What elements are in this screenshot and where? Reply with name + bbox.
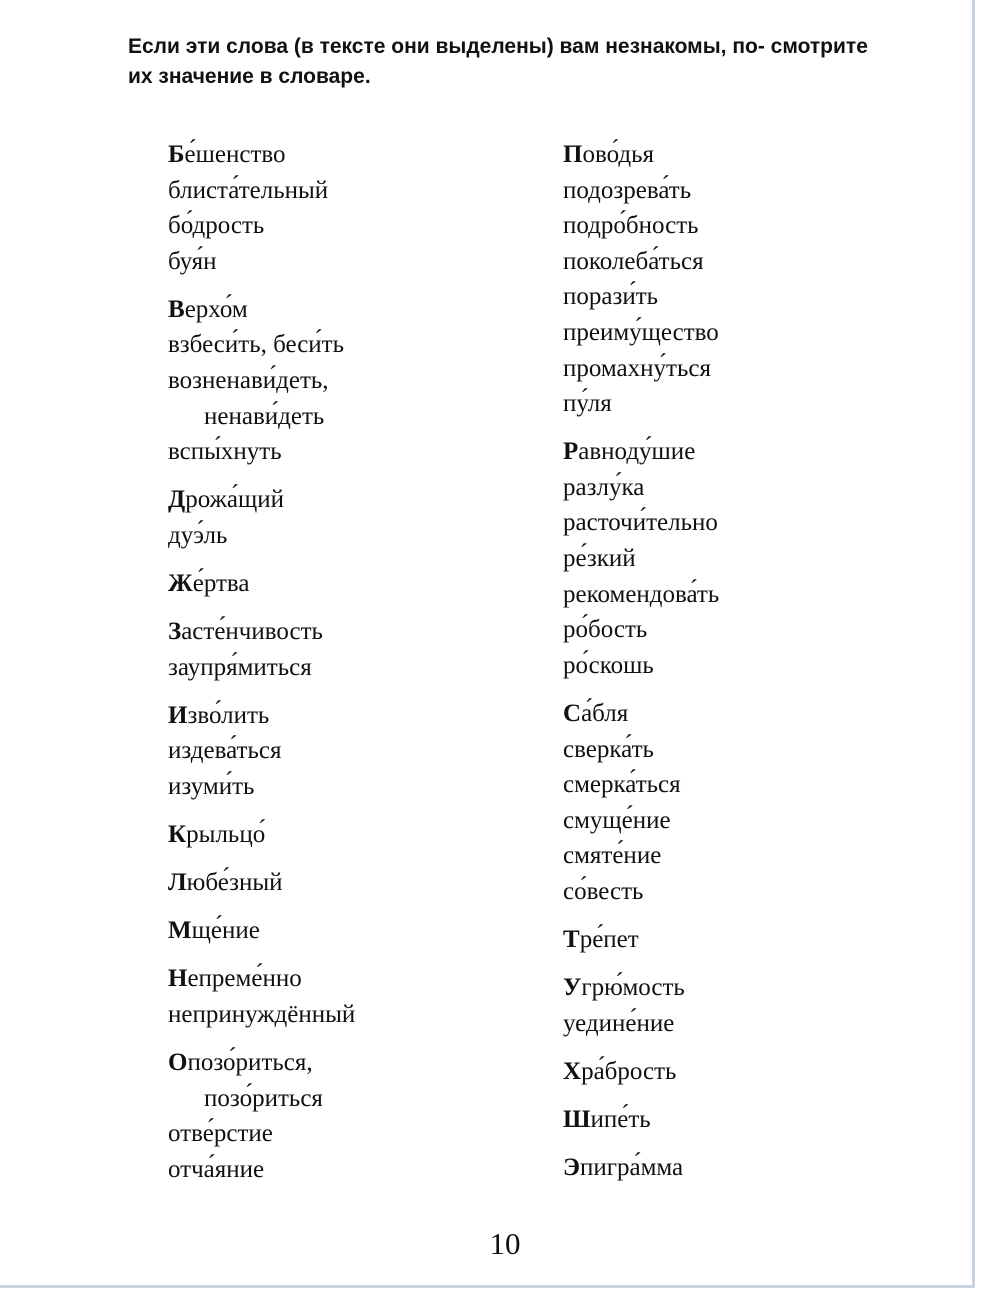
vocabulary-word: Дрожа́щий bbox=[168, 486, 284, 514]
vocabulary-word: со́весть bbox=[563, 877, 644, 905]
letter-group-К bbox=[168, 817, 528, 853]
vocabulary-word: дуэ́ль bbox=[168, 521, 228, 549]
letter-group-Д bbox=[168, 482, 528, 553]
vocabulary-word: Изво́лить bbox=[168, 701, 270, 729]
vocabulary-word: подозрева́ть bbox=[563, 176, 692, 204]
vocabulary-word: подро́бность bbox=[563, 212, 699, 240]
vocabulary-word: смяте́ние bbox=[563, 842, 662, 870]
vocabulary-word: Любе́зный bbox=[168, 869, 283, 897]
letter-group-О bbox=[168, 1045, 528, 1187]
vocabulary-word: ненави́деть bbox=[204, 402, 325, 430]
vocabulary-word: сверка́ть bbox=[563, 735, 654, 763]
letter-group-П bbox=[563, 137, 923, 422]
vocabulary-word: Опозо́риться, bbox=[168, 1049, 313, 1077]
vocabulary-word: уедине́ние bbox=[563, 1009, 675, 1037]
letter-group-Б bbox=[168, 137, 528, 279]
letter-group-Х bbox=[563, 1054, 923, 1090]
vocabulary-word: рекомендова́ть bbox=[563, 580, 720, 608]
letter-group-Л bbox=[168, 865, 528, 901]
vocabulary-word: ро́скошь bbox=[563, 651, 654, 679]
letter-group-В bbox=[168, 292, 528, 470]
vocabulary-word: Са́бля bbox=[563, 699, 629, 727]
vocabulary-word: вспы́хнуть bbox=[168, 438, 282, 466]
letter-group-Р bbox=[563, 434, 923, 683]
vocabulary-word: ре́зкий bbox=[563, 545, 636, 573]
vocabulary-word: издева́ться bbox=[168, 737, 282, 765]
vocabulary-word: смерка́ться bbox=[563, 771, 681, 799]
vocabulary-word: Засте́нчивость bbox=[168, 618, 323, 646]
letter-group-У bbox=[563, 970, 923, 1041]
word-column-left bbox=[168, 137, 528, 1200]
vocabulary-word: Же́ртва bbox=[168, 570, 250, 598]
vocabulary-word: Непреме́нно bbox=[168, 965, 302, 993]
letter-group-Ж bbox=[168, 566, 528, 602]
vocabulary-word: ро́бость bbox=[563, 616, 648, 644]
vocabulary-word: бо́дрость bbox=[168, 212, 265, 240]
page-number: 10 bbox=[489, 1226, 521, 1261]
vocabulary-word: Хра́брость bbox=[563, 1057, 677, 1085]
vocabulary-word: промахну́ться bbox=[563, 354, 711, 382]
intro-text: Если эти слова (в тексте они выделены) вам незнакомы, по- смотрите их значение в словаре. bbox=[128, 35, 868, 88]
vocabulary-word: Пово́дья bbox=[563, 141, 654, 168]
letter-group-Э bbox=[563, 1150, 923, 1186]
vocabulary-word: отча́яние bbox=[168, 1155, 265, 1183]
vocabulary-word: Верхо́м bbox=[168, 295, 248, 323]
vocabulary-word: изуми́ть bbox=[168, 773, 255, 800]
vocabulary-word: расточи́тельно bbox=[563, 509, 718, 537]
vocabulary-word: Крыльцо́ bbox=[168, 821, 266, 849]
vocabulary-word: взбеси́ть, беси́ть bbox=[168, 331, 345, 359]
word-column-right bbox=[563, 137, 923, 1198]
vocabulary-word: блиста́тельный bbox=[168, 176, 329, 204]
vocabulary-word: Тре́пет bbox=[563, 925, 639, 953]
letter-group-И bbox=[168, 698, 528, 805]
vocabulary-word: пу́ля bbox=[563, 390, 612, 418]
letter-group-М bbox=[168, 913, 528, 949]
vocabulary-word: отве́рстие bbox=[168, 1120, 273, 1148]
vocabulary-word: Угрю́мость bbox=[563, 974, 685, 1002]
vocabulary-word: возненави́деть, bbox=[168, 367, 329, 395]
vocabulary-word: буя́н bbox=[168, 247, 217, 275]
letter-group-Н bbox=[168, 961, 528, 1032]
vocabulary-word: Равноду́шие bbox=[563, 438, 696, 466]
vocabulary-word: непринуждённый bbox=[168, 1000, 356, 1028]
vocabulary-word: разлу́ка bbox=[563, 473, 645, 501]
vocabulary-word: Шипе́ть bbox=[563, 1105, 651, 1133]
vocabulary-word: смуще́ние bbox=[563, 806, 671, 834]
letter-group-Ш bbox=[563, 1102, 923, 1138]
vocabulary-word: преиму́щество bbox=[563, 318, 719, 346]
vocabulary-word: Эпигра́мма bbox=[563, 1153, 684, 1181]
letter-group-Т bbox=[563, 922, 923, 958]
letter-group-С bbox=[563, 696, 923, 910]
vocabulary-word: поколеба́ться bbox=[563, 247, 704, 275]
vocabulary-word: Мще́ние bbox=[168, 917, 260, 945]
vocabulary-word: порази́ть bbox=[563, 283, 659, 311]
letter-group-З bbox=[168, 614, 528, 685]
vocabulary-word: заупря́миться bbox=[168, 653, 312, 681]
vocabulary-word: позо́риться bbox=[204, 1084, 323, 1112]
vocabulary-word: Бе́шенство bbox=[168, 141, 286, 168]
